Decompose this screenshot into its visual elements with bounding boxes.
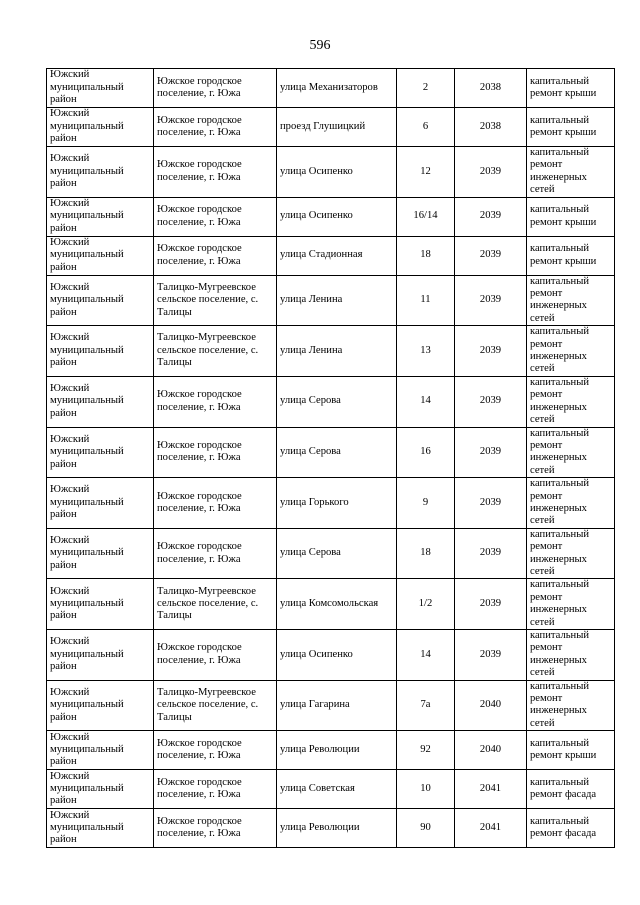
work-type-cell: капитальный ремонт инженерных сетей xyxy=(527,427,615,478)
year-cell: 2038 xyxy=(455,108,527,147)
settlement-cell: Талицко-Мугреевское сельское поселение, с. Талицы xyxy=(154,579,277,630)
district-cell: Южский муниципальный район xyxy=(47,197,154,236)
house-number-cell: 9 xyxy=(397,478,455,529)
house-number-cell: 18 xyxy=(397,528,455,579)
settlement-cell: Южское городское поселение, г. Южа xyxy=(154,731,277,770)
work-type-cell: капитальный ремонт инженерных сетей xyxy=(527,147,615,198)
district-cell: Южский муниципальный район xyxy=(47,809,154,848)
table-row xyxy=(47,108,615,147)
settlement-cell: Талицко-Мугреевское сельское поселение, с. Талицы xyxy=(154,680,277,731)
district-cell: Южский муниципальный район xyxy=(47,770,154,809)
settlement-cell: Талицко-Мугреевское сельское поселение, с. Талицы xyxy=(154,326,277,377)
house-number-cell: 14 xyxy=(397,630,455,681)
street-cell: улица Революции xyxy=(277,809,397,848)
work-type-cell: капитальный ремонт инженерных сетей xyxy=(527,579,615,630)
street-cell: улица Советская xyxy=(277,770,397,809)
work-type-cell: капитальный ремонт фасада xyxy=(527,770,615,809)
table-row xyxy=(47,236,615,275)
table-row xyxy=(47,809,615,848)
table-row xyxy=(47,376,615,427)
district-cell: Южский муниципальный район xyxy=(47,579,154,630)
district-cell: Южский муниципальный район xyxy=(47,326,154,377)
work-type-cell: капитальный ремонт крыши xyxy=(527,108,615,147)
table-row xyxy=(47,770,615,809)
year-cell: 2039 xyxy=(455,528,527,579)
district-cell: Южский муниципальный район xyxy=(47,731,154,770)
district-cell: Южский муниципальный район xyxy=(47,147,154,198)
year-cell: 2040 xyxy=(455,680,527,731)
year-cell: 2039 xyxy=(455,427,527,478)
year-cell: 2041 xyxy=(455,770,527,809)
settlement-cell: Южское городское поселение, г. Южа xyxy=(154,236,277,275)
district-cell: Южский муниципальный район xyxy=(47,680,154,731)
year-cell: 2039 xyxy=(455,579,527,630)
work-type-cell: капитальный ремонт инженерных сетей xyxy=(527,275,615,326)
street-cell: улица Горького xyxy=(277,478,397,529)
settlement-cell: Южское городское поселение, г. Южа xyxy=(154,427,277,478)
work-type-cell: капитальный ремонт инженерных сетей xyxy=(527,478,615,529)
settlement-cell: Южское городское поселение, г. Южа xyxy=(154,69,277,108)
work-type-cell: капитальный ремонт крыши xyxy=(527,69,615,108)
table-row xyxy=(47,579,615,630)
street-cell: улица Ленина xyxy=(277,326,397,377)
district-cell: Южский муниципальный район xyxy=(47,108,154,147)
year-cell: 2039 xyxy=(455,275,527,326)
street-cell: улица Серова xyxy=(277,528,397,579)
district-cell: Южский муниципальный район xyxy=(47,528,154,579)
settlement-cell: Южское городское поселение, г. Южа xyxy=(154,376,277,427)
street-cell: улица Комсомольская xyxy=(277,579,397,630)
settlement-cell: Южское городское поселение, г. Южа xyxy=(154,147,277,198)
table-row xyxy=(47,69,615,108)
settlement-cell: Южское городское поселение, г. Южа xyxy=(154,770,277,809)
settlement-cell: Южское городское поселение, г. Южа xyxy=(154,478,277,529)
year-cell: 2039 xyxy=(455,376,527,427)
house-number-cell: 6 xyxy=(397,108,455,147)
house-number-cell: 2 xyxy=(397,69,455,108)
year-cell: 2038 xyxy=(455,69,527,108)
house-number-cell: 1/2 xyxy=(397,579,455,630)
table-row xyxy=(47,275,615,326)
house-number-cell: 11 xyxy=(397,275,455,326)
street-cell: проезд Глушицкий xyxy=(277,108,397,147)
street-cell: улица Ленина xyxy=(277,275,397,326)
district-cell: Южский муниципальный район xyxy=(47,236,154,275)
street-cell: улица Гагарина xyxy=(277,680,397,731)
year-cell: 2041 xyxy=(455,809,527,848)
district-cell: Южский муниципальный район xyxy=(47,478,154,529)
district-cell: Южский муниципальный район xyxy=(47,376,154,427)
house-number-cell: 16/14 xyxy=(397,197,455,236)
table-row xyxy=(47,731,615,770)
year-cell: 2039 xyxy=(455,197,527,236)
table-row xyxy=(47,326,615,377)
table-row xyxy=(47,528,615,579)
year-cell: 2039 xyxy=(455,630,527,681)
house-number-cell: 13 xyxy=(397,326,455,377)
street-cell: улица Революции xyxy=(277,731,397,770)
settlement-cell: Южское городское поселение, г. Южа xyxy=(154,528,277,579)
district-cell: Южский муниципальный район xyxy=(47,630,154,681)
table-row xyxy=(47,427,615,478)
table-row xyxy=(47,478,615,529)
work-type-cell: капитальный ремонт крыши xyxy=(527,236,615,275)
house-number-cell: 92 xyxy=(397,731,455,770)
settlement-cell: Южское городское поселение, г. Южа xyxy=(154,809,277,848)
house-number-cell: 90 xyxy=(397,809,455,848)
house-number-cell: 18 xyxy=(397,236,455,275)
page-number: 596 xyxy=(309,38,331,53)
work-type-cell: капитальный ремонт инженерных сетей xyxy=(527,630,615,681)
street-cell: улица Механизаторов xyxy=(277,69,397,108)
year-cell: 2039 xyxy=(455,478,527,529)
table-row xyxy=(47,630,615,681)
work-type-cell: капитальный ремонт инженерных сетей xyxy=(527,528,615,579)
year-cell: 2039 xyxy=(455,236,527,275)
house-number-cell: 7а xyxy=(397,680,455,731)
street-cell: улица Осипенко xyxy=(277,197,397,236)
street-cell: улица Осипенко xyxy=(277,630,397,681)
street-cell: улица Стадионная xyxy=(277,236,397,275)
house-number-cell: 12 xyxy=(397,147,455,198)
settlement-cell: Талицко-Мугреевское сельское поселение, с. Талицы xyxy=(154,275,277,326)
year-cell: 2039 xyxy=(455,147,527,198)
settlement-cell: Южское городское поселение, г. Южа xyxy=(154,630,277,681)
house-number-cell: 10 xyxy=(397,770,455,809)
district-cell: Южский муниципальный район xyxy=(47,69,154,108)
work-type-cell: капитальный ремонт инженерных сетей xyxy=(527,326,615,377)
work-type-cell: капитальный ремонт фасада xyxy=(527,809,615,848)
repair-schedule-table xyxy=(46,68,615,848)
table-row xyxy=(47,197,615,236)
year-cell: 2039 xyxy=(455,326,527,377)
settlement-cell: Южское городское поселение, г. Южа xyxy=(154,197,277,236)
district-cell: Южский муниципальный район xyxy=(47,275,154,326)
work-type-cell: капитальный ремонт инженерных сетей xyxy=(527,680,615,731)
work-type-cell: капитальный ремонт крыши xyxy=(527,731,615,770)
street-cell: улица Осипенко xyxy=(277,147,397,198)
house-number-cell: 16 xyxy=(397,427,455,478)
house-number-cell: 14 xyxy=(397,376,455,427)
street-cell: улица Серова xyxy=(277,376,397,427)
work-type-cell: капитальный ремонт крыши xyxy=(527,197,615,236)
settlement-cell: Южское городское поселение, г. Южа xyxy=(154,108,277,147)
year-cell: 2040 xyxy=(455,731,527,770)
work-type-cell: капитальный ремонт инженерных сетей xyxy=(527,376,615,427)
table-row xyxy=(47,680,615,731)
table-row xyxy=(47,147,615,198)
district-cell: Южский муниципальный район xyxy=(47,427,154,478)
street-cell: улица Серова xyxy=(277,427,397,478)
